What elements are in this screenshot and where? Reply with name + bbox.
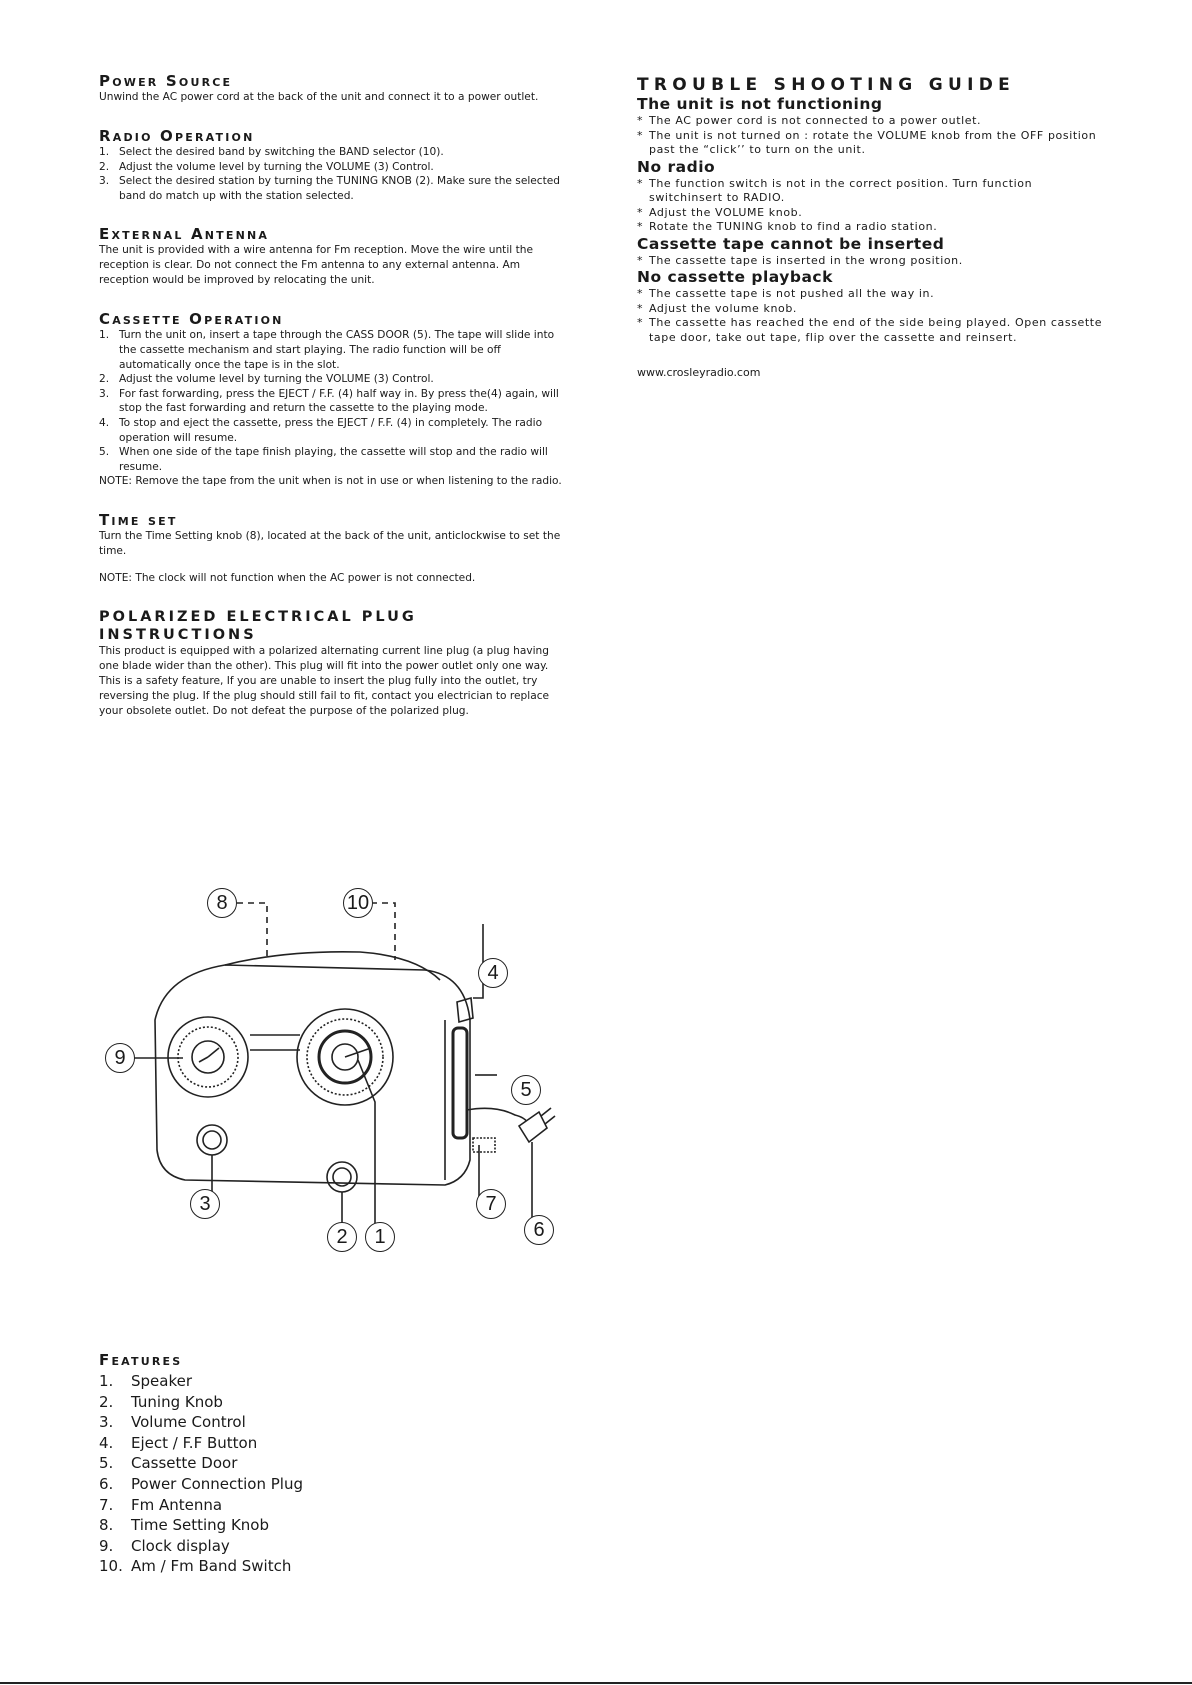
trouble-item-text: The cassette has reached the end of the side being played. Open cassette tape door, take out tape, flip over the cassette and reinsert.	[649, 316, 1103, 344]
polarized-title-line2: INSTRUCTIONS	[99, 627, 257, 644]
features-title: Features	[99, 1351, 183, 1369]
feature-number: 2.	[99, 1392, 114, 1411]
external-antenna-title: External Antenna	[99, 225, 270, 244]
list-item	[99, 1556, 499, 1577]
trouble-item-text: The unit is not turned on : rotate the VOLUME knob from the OFF position past the “click’’ to turn on the unit.	[649, 128, 1097, 156]
feature-text: Clock display	[131, 1536, 230, 1555]
radio-operation-title: Radio Operation	[99, 127, 255, 145]
callout-5: 5	[511, 1075, 541, 1105]
trouble-item: * The cassette has reached the end of the side being played. Open cassette tape door, take out tape, flip over the cassette and reinsert.	[637, 316, 1103, 344]
feature-text: Fm Antenna	[131, 1495, 223, 1514]
step-number: 5.	[99, 446, 110, 459]
callout-6: 6	[524, 1215, 554, 1245]
cassette-operation-section	[99, 310, 564, 489]
step-number: 2.	[99, 373, 110, 386]
list-item	[99, 1453, 499, 1474]
list-item	[99, 416, 564, 445]
feature-number: 8.	[99, 1516, 114, 1535]
trouble-heading: Cassette tape cannot be inserted	[637, 234, 945, 253]
trouble-item: * The unit is not turned on : rotate the VOLUME knob from the OFF position past the “click’’ to turn on the unit.	[637, 128, 1097, 156]
trouble-heading: No cassette playback	[637, 268, 833, 286]
step-number: 3.	[99, 387, 110, 400]
radio-operation-section	[99, 127, 564, 203]
time-set-note: NOTE: The clock will not function when the AC power is not connected.	[99, 572, 476, 585]
step-text: Select the desired station by turning the TUNING KNOB (2). Make sure the selected band do match up with the station selected.	[119, 175, 561, 202]
features-section	[99, 1351, 499, 1577]
trouble-item: * The cassette tape is not pushed all the way in.	[637, 287, 935, 300]
trouble-item: * Rotate the TUNING knob to find a radio station.	[637, 220, 938, 233]
power-source-text: Unwind the AC power cord at the back of the unit and connect it to a power outlet.	[99, 91, 539, 103]
step-number: 3.	[99, 175, 110, 188]
feature-text: Tuning Knob	[131, 1392, 223, 1411]
page-bottom-rule	[0, 1682, 1192, 1684]
trouble-item: * The AC power cord is not connected to a power outlet.	[637, 114, 982, 127]
feature-text: Volume Control	[131, 1413, 246, 1432]
list-item	[99, 445, 564, 474]
polarized-plug-section	[99, 608, 564, 719]
list-item	[99, 1412, 499, 1433]
step-number: 4.	[99, 416, 110, 429]
step-number: 1.	[99, 146, 110, 158]
feature-number: 3.	[99, 1413, 114, 1432]
step-text: Turn the unit on, insert a tape through the CASS DOOR (5). The tape will slide into the cassette mechanism and start playing. The radio function will be off automatically once the tape is in the slot.	[119, 329, 555, 371]
troubleshooting-title: TROUBLE SHOOTING GUIDE	[637, 75, 1016, 95]
feature-number: 7.	[99, 1495, 114, 1514]
step-text: Adjust the volume level by turning the VOLUME (3) Control.	[119, 373, 434, 386]
step-text: To stop and eject the cassette, press the EJECT / F.F. (4) in completely. The radio operation will resume.	[119, 416, 543, 444]
radio-operation-steps	[99, 145, 564, 203]
list-item	[99, 160, 564, 175]
list-item	[99, 145, 564, 160]
feature-text: Speaker	[131, 1372, 193, 1390]
callout-7: 7	[476, 1189, 506, 1219]
callout-3: 3	[190, 1189, 220, 1219]
list-item	[99, 328, 564, 372]
trouble-group	[637, 268, 1107, 345]
website-url[interactable]: www.crosleyradio.com	[637, 366, 761, 379]
time-set-title: Time set	[99, 511, 178, 530]
list-item	[99, 1392, 499, 1413]
list-item	[99, 1515, 499, 1536]
step-text: For fast forwarding, press the EJECT / F.F. (4) half way in. By press the(4) again, will stop the fast forwarding and return the cassette to the playing mode.	[119, 387, 559, 415]
feature-text: Eject / F.F Button	[131, 1433, 258, 1452]
feature-number: 9.	[99, 1536, 114, 1555]
trouble-item: * Adjust the VOLUME knob.	[637, 205, 803, 219]
feature-number: 6.	[99, 1474, 114, 1493]
features-list	[99, 1371, 499, 1577]
external-antenna-text: The unit is provided with a wire antenna for Fm reception. Move the wire until the reception is clear. Do not connect the Fm antenna to any external antenna. Am reception would be improved by relocating the unit.	[99, 244, 533, 287]
callout-2: 2	[327, 1222, 357, 1252]
step-number: 1.	[99, 329, 110, 342]
list-item	[99, 1536, 499, 1557]
feature-number: 10.	[99, 1557, 123, 1576]
time-set-text: Turn the Time Setting knob (8), located at the back of the unit, anticlockwise to set the time.	[99, 530, 561, 558]
cassette-note: NOTE: Remove the tape from the unit when is not in use or when listening to the radio.	[99, 475, 562, 488]
step-text: When one side of the tape finish playing, the cassette will stop and the radio will resume.	[119, 446, 548, 473]
list-item	[99, 372, 564, 387]
step-text: Select the desired band by switching the BAND selector (10).	[119, 146, 444, 158]
feature-text: Time Setting Knob	[131, 1516, 269, 1535]
trouble-item: * The function switch is not in the correct position. Turn function switchinsert to RADIO.	[637, 176, 1033, 204]
trouble-item-text: The function switch is not in the correct position. Turn function switchinsert to RADIO.	[649, 176, 1033, 204]
list-item	[99, 1371, 499, 1392]
feature-number: 4.	[99, 1433, 114, 1452]
troubleshooting-column	[637, 75, 1107, 379]
list-item	[99, 387, 564, 416]
feature-number: 5.	[99, 1454, 114, 1473]
polarized-title-line1: POLARIZED ELECTRICAL PLUG	[99, 609, 417, 626]
trouble-item-text: The AC power cord is not connected to a power outlet.	[649, 114, 982, 127]
cassette-operation-steps	[99, 328, 564, 474]
list-item	[99, 1495, 499, 1516]
list-item	[99, 1433, 499, 1454]
callout-8: 8	[207, 888, 237, 918]
cassette-operation-title: Cassette Operation	[99, 310, 284, 329]
callout-9: 9	[105, 1043, 135, 1073]
list-item	[99, 1474, 499, 1495]
feature-number: 1.	[99, 1372, 114, 1390]
external-antenna-section	[99, 225, 564, 288]
trouble-group	[637, 95, 1107, 158]
trouble-item: * Adjust the volume knob.	[637, 301, 798, 315]
polarized-text: This product is equipped with a polarized alternating current line plug (a plug having one blade wider than the other). This plug will fit into the power outlet only one way. This is a safety feature, If you are unable to insert the plug fully into the outlet, try reversing the plug. If the plug should still fail to fit, contact you electrician to replace your obsolete outlet. Do not defeat the purpose of the polarized plug.	[99, 645, 550, 718]
step-text: Adjust the volume level by turning the VOLUME (3) Control.	[119, 160, 434, 173]
callout-4: 4	[478, 958, 508, 988]
trouble-item-text: The cassette tape is inserted in the wrong position.	[649, 253, 963, 267]
trouble-item-text: Adjust the VOLUME knob.	[649, 205, 803, 219]
callout-10: 10	[343, 888, 373, 918]
power-source-section	[99, 72, 564, 105]
trouble-group	[637, 235, 1107, 269]
radio-diagram	[95, 880, 565, 1260]
feature-text: Cassette Door	[131, 1454, 238, 1473]
list-item	[99, 174, 564, 203]
time-set-section	[99, 511, 564, 586]
trouble-heading: No radio	[637, 157, 716, 176]
trouble-item-text: Adjust the volume knob.	[649, 301, 798, 315]
trouble-heading: The unit is not functioning	[637, 95, 883, 113]
trouble-group	[637, 158, 1107, 235]
feature-text: Am / Fm Band Switch	[131, 1557, 292, 1576]
trouble-item: * The cassette tape is inserted in the wrong position.	[637, 253, 963, 267]
step-number: 2.	[99, 160, 110, 173]
trouble-item-text: Rotate the TUNING knob to find a radio station.	[649, 220, 938, 233]
feature-text: Power Connection Plug	[131, 1474, 304, 1493]
power-source-title: Power Source	[99, 72, 233, 90]
left-column	[99, 72, 564, 741]
trouble-item-text: The cassette tape is not pushed all the way in.	[649, 287, 935, 300]
callout-1: 1	[365, 1222, 395, 1252]
